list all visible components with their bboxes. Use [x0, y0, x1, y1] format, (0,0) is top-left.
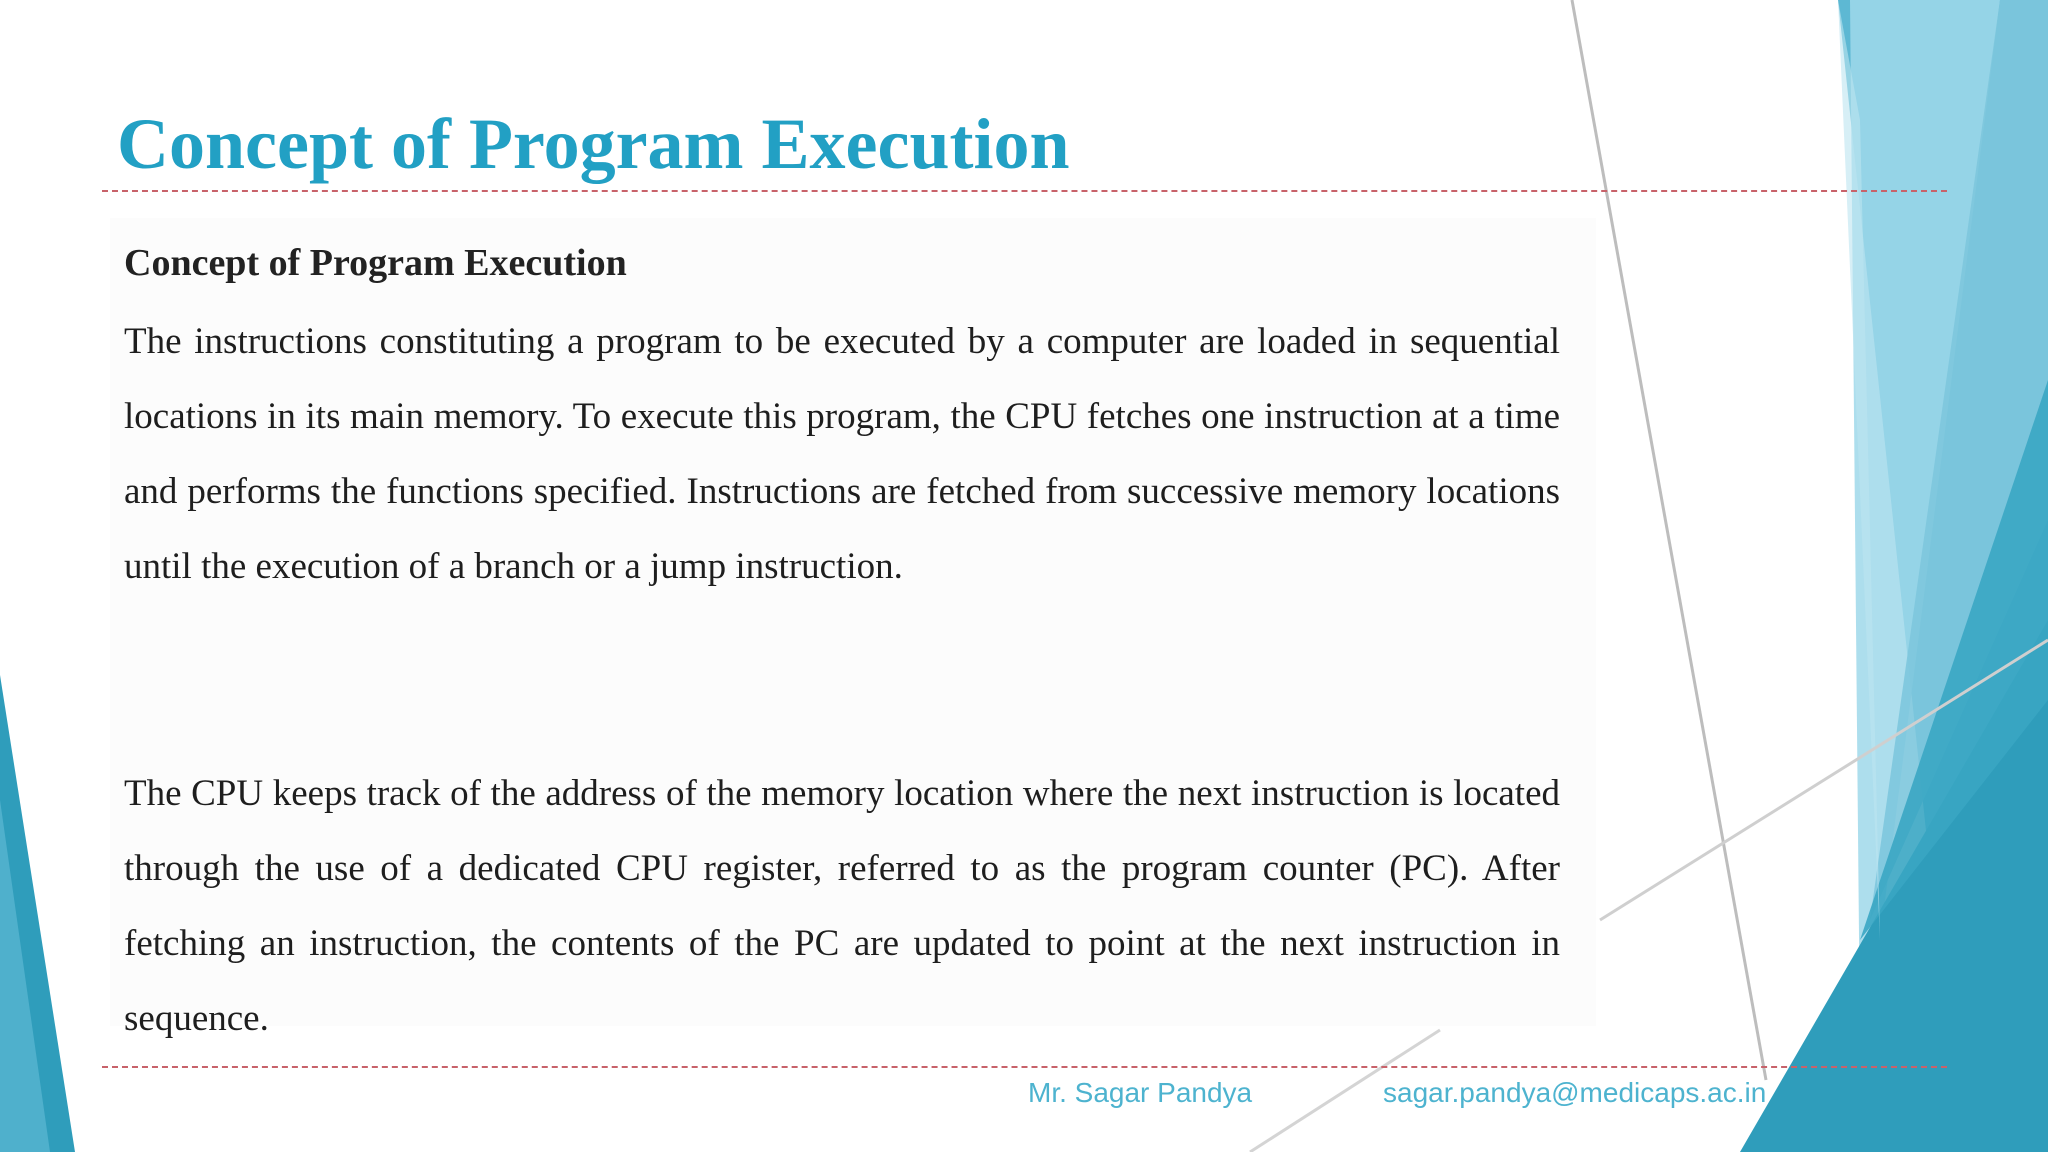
bottom-divider: [102, 1066, 1947, 1068]
footer-author: Mr. Sagar Pandya: [1028, 1077, 1253, 1108]
content-image: [110, 218, 1596, 1039]
slide-title: Concept of Program Execution: [117, 104, 1070, 184]
paragraph-2: The CPU keeps track of the address of the memory location where the next instruction is located through the use of a dedicated CPU register, referred to as the program counter (PC). After fetching an instruction, the contents of the PC are updated to point at the next instruction in sequence.: [124, 773, 1560, 1039]
paragraph-1: The instructions constituting a program to be executed by a computer are loaded in sequential locations in its main memory. To execute this program, the CPU fetches one instruction at a time and performs the functions specified. Instructions are fetched from successive memory locations until the execution of a branch or a jump instruction.: [124, 321, 1560, 587]
top-divider: [102, 190, 1947, 192]
footer-email: sagar.pandya@medicaps.ac.in: [1383, 1077, 1767, 1108]
content-heading: Concept of Program Execution: [124, 242, 627, 284]
